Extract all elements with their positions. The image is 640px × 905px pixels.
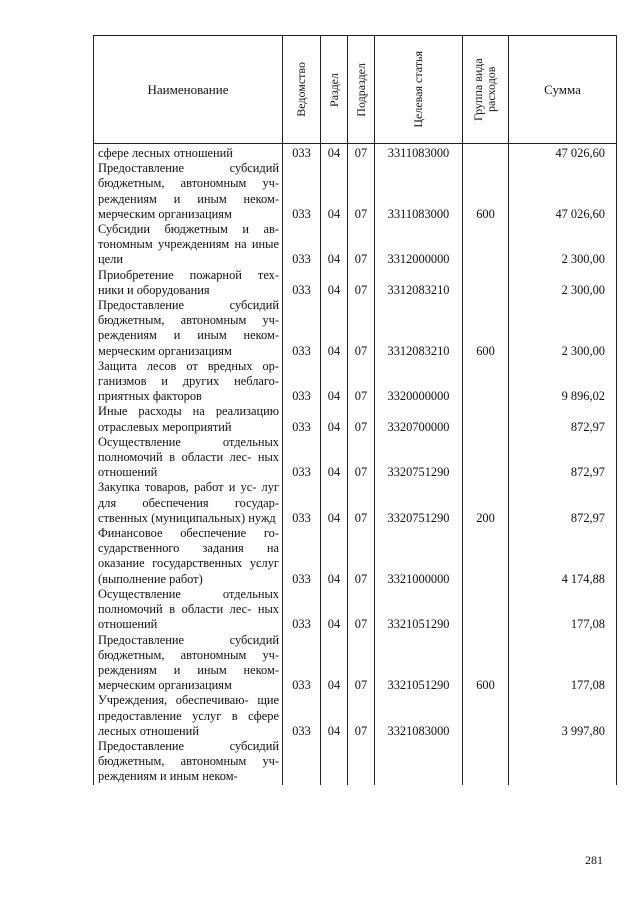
row-razdel <box>321 739 348 785</box>
row-vedomstvo: 033 <box>283 693 321 739</box>
table-row <box>94 404 617 434</box>
row-name: Предоставление субсидий бюджетным, автономным уч- реждениям и иным неком- мерческим организациям <box>94 298 283 359</box>
table-row <box>94 268 617 298</box>
row-gruppa <box>463 144 509 162</box>
row-gruppa <box>463 693 509 739</box>
row-summa: 4 174,88 <box>509 526 617 587</box>
row-vedomstvo: 033 <box>283 633 321 694</box>
page-number: 281 <box>585 853 603 867</box>
header-vedomstvo <box>283 36 321 144</box>
header-vedomstvo-label: Ведомство <box>294 62 308 117</box>
row-vedomstvo: 033 <box>283 480 321 526</box>
row-podrazdel: 07 <box>348 526 375 587</box>
row-tselevaya-statya: 3321051290 <box>375 587 463 633</box>
row-tselevaya-statya <box>375 739 463 785</box>
row-summa: 872,97 <box>509 435 617 481</box>
row-name: сфере лесных отношений <box>94 144 283 162</box>
header-podrazdel <box>348 36 375 144</box>
header-gruppa-vida-rashodov <box>463 36 509 144</box>
table-row <box>94 739 617 785</box>
row-tselevaya-statya: 3320751290 <box>375 435 463 481</box>
row-summa: 2 300,00 <box>509 298 617 359</box>
row-tselevaya-statya: 3311083000 <box>375 144 463 162</box>
row-tselevaya-statya: 3312083210 <box>375 268 463 298</box>
row-summa: 9 896,02 <box>509 359 617 405</box>
row-name: Закупка товаров, работ и ус- луг для обеспечения государ- ственных (муниципальных) нужд <box>94 480 283 526</box>
table-row <box>94 526 617 587</box>
header-summa: Сумма <box>509 36 617 144</box>
row-podrazdel: 07 <box>348 633 375 694</box>
row-razdel: 04 <box>321 222 348 268</box>
row-podrazdel: 07 <box>348 693 375 739</box>
row-gruppa: 600 <box>463 633 509 694</box>
row-summa: 47 026,60 <box>509 161 617 222</box>
table-row <box>94 633 617 694</box>
row-razdel: 04 <box>321 526 348 587</box>
row-gruppa <box>463 435 509 481</box>
table-row <box>94 435 617 481</box>
row-name: Предоставление субсидий бюджетным, автономным уч- реждениям и иным неком- <box>94 739 283 785</box>
row-razdel: 04 <box>321 435 348 481</box>
budget-table <box>93 35 617 785</box>
row-summa: 177,08 <box>509 633 617 694</box>
row-vedomstvo: 033 <box>283 161 321 222</box>
table-row <box>94 587 617 633</box>
row-vedomstvo: 033 <box>283 587 321 633</box>
row-podrazdel: 07 <box>348 480 375 526</box>
row-vedomstvo: 033 <box>283 404 321 434</box>
table-row <box>94 693 617 739</box>
row-name: Субсидии бюджетным и ав- тономным учреждениям на иные цели <box>94 222 283 268</box>
row-vedomstvo: 033 <box>283 359 321 405</box>
row-razdel: 04 <box>321 298 348 359</box>
row-gruppa <box>463 222 509 268</box>
header-podrazdel-label: Подраздел <box>353 62 368 117</box>
row-vedomstvo: 033 <box>283 298 321 359</box>
row-summa: 47 026,60 <box>509 144 617 162</box>
row-tselevaya-statya: 3312000000 <box>375 222 463 268</box>
table-row <box>94 298 617 359</box>
row-name: Защита лесов от вредных ор- ганизмов и других неблаго- приятных факторов <box>94 359 283 405</box>
row-gruppa: 600 <box>463 298 509 359</box>
row-name: Финансовое обеспечение го- сударственного задания на оказание государственных услуг (выполнение работ) <box>94 526 283 587</box>
row-gruppa: 600 <box>463 161 509 222</box>
table-row <box>94 161 617 222</box>
header-razdel <box>321 36 348 144</box>
row-podrazdel: 07 <box>348 298 375 359</box>
row-vedomstvo: 033 <box>283 268 321 298</box>
header-razdel-label: Раздел <box>326 72 341 107</box>
row-summa: 872,97 <box>509 480 617 526</box>
row-summa <box>509 739 617 785</box>
row-razdel: 04 <box>321 359 348 405</box>
row-name: Иные расходы на реализацию отраслевых мероприятий <box>94 404 283 434</box>
row-vedomstvo: 033 <box>283 144 321 162</box>
row-gruppa <box>463 526 509 587</box>
row-razdel: 04 <box>321 161 348 222</box>
row-name: Осуществление отдельных полномочий в области лес- ных отношений <box>94 587 283 633</box>
row-podrazdel <box>348 739 375 785</box>
row-name: Осуществление отдельных полномочий в области лес- ных отношений <box>94 435 283 481</box>
row-razdel: 04 <box>321 268 348 298</box>
row-gruppa <box>463 587 509 633</box>
row-tselevaya-statya: 3320000000 <box>375 359 463 405</box>
row-podrazdel: 07 <box>348 161 375 222</box>
table-row <box>94 359 617 405</box>
table-row <box>94 480 617 526</box>
row-vedomstvo: 033 <box>283 222 321 268</box>
row-tselevaya-statya: 3311083000 <box>375 161 463 222</box>
header-tselevaya-statya-label: Целевая статья <box>411 51 425 128</box>
table-body <box>94 144 617 785</box>
row-razdel: 04 <box>321 404 348 434</box>
row-vedomstvo <box>283 739 321 785</box>
row-podrazdel: 07 <box>348 268 375 298</box>
row-tselevaya-statya: 3320751290 <box>375 480 463 526</box>
row-podrazdel: 07 <box>348 587 375 633</box>
row-razdel: 04 <box>321 144 348 162</box>
row-summa: 3 997,80 <box>509 693 617 739</box>
row-name: Приобретение пожарной тех- ники и оборудования <box>94 268 283 298</box>
row-summa: 872,97 <box>509 404 617 434</box>
row-name: Учреждения, обеспечиваю- щие предоставление услуг в сфере лесных отношений <box>94 693 283 739</box>
row-gruppa <box>463 404 509 434</box>
header-name: Наименование <box>94 36 283 144</box>
table-row <box>94 144 617 162</box>
row-gruppa <box>463 359 509 405</box>
row-name: Предоставление субсидий бюджетным, автономным уч- реждениям и иным неком- мерческим организациям <box>94 633 283 694</box>
row-vedomstvo: 033 <box>283 526 321 587</box>
row-podrazdel: 07 <box>348 144 375 162</box>
row-tselevaya-statya: 3321083000 <box>375 693 463 739</box>
row-summa: 177,08 <box>509 587 617 633</box>
header-gruppa-label: Группа вида расходов <box>470 58 498 121</box>
row-razdel: 04 <box>321 693 348 739</box>
row-razdel: 04 <box>321 633 348 694</box>
row-gruppa: 200 <box>463 480 509 526</box>
header-tselevaya-statya <box>375 36 463 144</box>
row-podrazdel: 07 <box>348 435 375 481</box>
row-summa: 2 300,00 <box>509 222 617 268</box>
row-podrazdel: 07 <box>348 359 375 405</box>
table-row <box>94 222 617 268</box>
row-tselevaya-statya: 3320700000 <box>375 404 463 434</box>
table-header-row <box>94 36 617 144</box>
row-tselevaya-statya: 3321051290 <box>375 633 463 694</box>
row-gruppa <box>463 268 509 298</box>
row-summa: 2 300,00 <box>509 268 617 298</box>
row-razdel: 04 <box>321 480 348 526</box>
row-razdel: 04 <box>321 587 348 633</box>
row-tselevaya-statya: 3312083210 <box>375 298 463 359</box>
row-podrazdel: 07 <box>348 222 375 268</box>
row-tselevaya-statya: 3321000000 <box>375 526 463 587</box>
row-name: Предоставление субсидий бюджетным, автономным уч- реждениям и иным неком- мерческим организациям <box>94 161 283 222</box>
row-gruppa <box>463 739 509 785</box>
row-podrazdel: 07 <box>348 404 375 434</box>
row-vedomstvo: 033 <box>283 435 321 481</box>
